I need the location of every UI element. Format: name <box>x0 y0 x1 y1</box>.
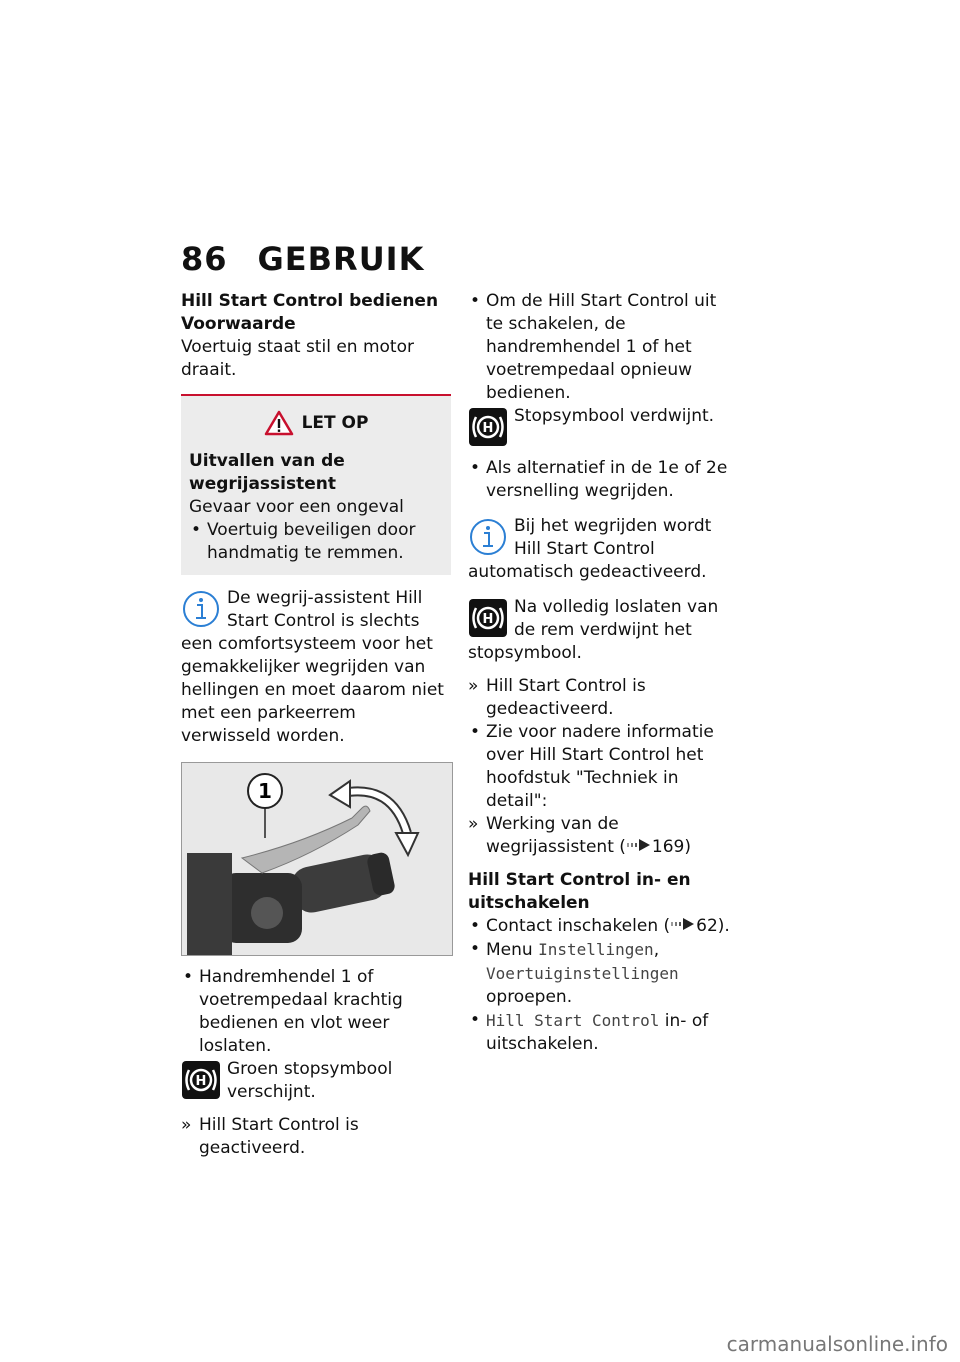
step-3: • Als alternatief in de 1e of 2e versnelling wegrijden. <box>468 457 730 503</box>
result-3 <box>468 813 730 859</box>
page-ref-arrow-icon <box>626 838 652 852</box>
instruction-3-suffix: in- of uitschakelen. <box>486 1011 709 1054</box>
warning-title <box>189 410 443 436</box>
info-note-text: De wegrij-assistent Hill Start Control is slechts een comfortsysteem voor het gemakkelijker wegrijden van hellingen en moet daarom niet met een parkeerrem verwisseld worden. <box>181 588 444 746</box>
step-1-icon-text: Groen stopsymbool verschijnt. <box>227 1059 393 1102</box>
page-ref-arrow-icon <box>670 917 696 931</box>
svg-text:H: H <box>482 421 494 436</box>
instruction-1-text: Contact inschakelen ( <box>486 916 671 936</box>
right-column <box>468 290 730 1056</box>
handlebar-figure <box>181 762 453 956</box>
hill-hold-icon <box>468 407 508 447</box>
warning-box <box>181 394 451 575</box>
warning-danger: Gevaar voor een ongeval <box>189 497 404 517</box>
info-note-2 <box>468 515 730 584</box>
svg-text:H: H <box>195 1074 207 1089</box>
handlebar-lever-illustration <box>182 763 452 955</box>
hill-hold-green-icon <box>181 1060 221 1100</box>
warning-bullet: • Voertuig beveiligen door handmatig te remmen. <box>189 519 443 565</box>
result-3-text: Werking van de wegrijassistent ( <box>486 814 626 857</box>
left-column <box>181 290 451 1160</box>
instruction-2 <box>468 938 730 1009</box>
precondition-heading: Voorwaarde <box>181 314 296 334</box>
step-1-icon-note <box>181 1058 451 1104</box>
result-3-page[interactable]: 169) <box>651 837 691 857</box>
menu-instellingen: Instellingen <box>538 940 654 959</box>
menu-hill-start-control: Hill Start Control <box>486 1011 660 1030</box>
info-note-2-text: Bij het wegrijden wordt Hill Start Control automatisch gedeactiveerd. <box>468 516 712 582</box>
more-info: • Zie voor nadere informatie over Hill Start Control het hoofdstuk "Techniek in detail": <box>468 721 730 813</box>
instruction-1 <box>468 915 730 938</box>
instruction-1-page[interactable]: 62). <box>696 916 730 936</box>
result-2: » Hill Start Control is gedeactiveerd. <box>468 675 730 721</box>
warning-label: LET OP <box>301 412 369 433</box>
warning-triangle-icon <box>264 410 294 436</box>
step-1-result: » Hill Start Control is geactiveerd. <box>181 1114 451 1160</box>
icon-note <box>468 596 730 665</box>
page-header <box>181 240 424 278</box>
section-heading: Hill Start Control bedienen <box>181 291 439 311</box>
info-icon <box>181 589 221 629</box>
instruction-3 <box>468 1009 730 1056</box>
precondition-text: Voertuig staat stil en motor draait. <box>181 337 414 380</box>
hill-hold-icon <box>468 598 508 638</box>
info-icon <box>468 517 508 557</box>
svg-text:H: H <box>482 612 494 627</box>
step-1: • Handremhendel 1 of voetrempedaal krachtig bedienen en vlot weer loslaten. <box>181 966 451 1058</box>
section-heading-2: Hill Start Control in- en uitschakelen <box>468 870 691 913</box>
watermark-footer: carmanualsonline.info <box>726 1332 948 1356</box>
icon-note-text: Na volledig loslaten van de rem verdwijnt het stopsymbool. <box>468 597 719 663</box>
warning-heading: Uitvallen van de wegrijassistent <box>189 451 345 494</box>
info-note <box>181 587 451 748</box>
instruction-2-prefix: Menu <box>486 940 533 960</box>
instruction-2-suffix: oproepen. <box>486 987 573 1007</box>
step-2-icon-text: Stopsymbool verdwijnt. <box>514 406 715 426</box>
section-title: GEBRUIK <box>257 240 425 278</box>
figure-callout: 1 <box>258 779 272 803</box>
menu-separator: , <box>653 940 660 960</box>
page-number: 86 <box>181 240 228 278</box>
step-2-icon-note <box>468 405 730 447</box>
menu-voertuiginstellingen: Voertuiginstellingen <box>486 964 679 983</box>
step-2: • Om de Hill Start Control uit te schakelen, de handremhendel 1 of het voetrempedaal opnieuw bedienen. <box>468 290 730 405</box>
